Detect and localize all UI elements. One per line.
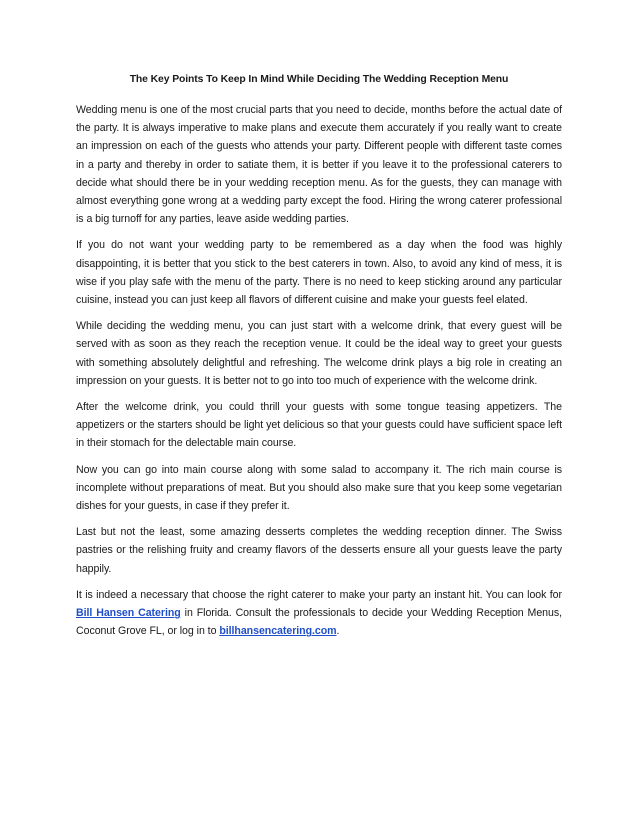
closing-text-between-links: in Florida. Consult the professionals to decide your Wedding Reception Menus, Coconut Grove FL, or log in to — [76, 607, 563, 638]
paragraph-closing — [76, 586, 562, 641]
closing-text-after-link: . — [336, 625, 340, 638]
paragraph-main-course: Now you can go into main course along with some salad to accompany it. The rich main course is incomplete without preparations of meat. But you should also make sure that you keep some vegetarian dishes for your guests, in case if they prefer it. — [76, 463, 562, 513]
paragraph-best-caterers: If you do not want your wedding party to be remembered as a day when the food was highly disappointing, it is better that you stick to the best caterers in town. Also, to avoid any kind of mess, it is wise if you play safe with the menu of the party. There is no need to keep sticking around any particular cuisine, instead you can just keep all flavors of different cuisine and make your guests feel elated. — [76, 239, 562, 307]
website-link[interactable]: billhansencatering.com — [219, 625, 337, 638]
paragraph-welcome-drink: While deciding the wedding menu, you can just start with a welcome drink, that every guest will be served with as soon as they reach the reception venue. It could be the ideal way to greet your guests with something absolutely delightful and refreshing. The welcome drink plays a big role in creating an impression on your guests. It is better not to go into too much of experience with the welcome drink. — [76, 320, 562, 387]
bill-hansen-catering-link[interactable]: Bill Hansen Catering — [76, 607, 181, 620]
paragraph-desserts: Last but not the least, some amazing desserts completes the wedding reception dinner. The Swiss pastries or the relishing fruity and creamy flavors of the desserts ensure all your guests leave the party happily. — [76, 526, 562, 575]
closing-text-before-link: It is indeed a necessary that choose the right caterer to make your party an instant hit. You can look for — [76, 588, 562, 601]
document-title: The Key Points To Keep In Mind While Deciding The Wedding Reception Menu — [129, 74, 509, 85]
paragraph-appetizers: After the welcome drink, you could thrill your guests with some tongue teasing appetizers. The appetizers or the starters should be light yet delicious so that your guests could have sufficient space left in their stomach for the delectable main course. — [76, 401, 562, 450]
paragraph-intro: Wedding menu is one of the most crucial parts that you need to decide, months before the actual date of the party. It is always imperative to make plans and execute them accurately if you really want to create an impression on each of the guests who attends your party. Different people with different taste comes in a party and thereby in order to satiate them, it is better if you leave it to the professional caterers to decide what should there be in your wedding reception menu. As for the guests, they can manage with almost everything gone wrong at a wedding party except the food. Hiring the wrong caterer professional is a big turnoff for any parties, leave aside wedding parties. — [76, 104, 562, 226]
